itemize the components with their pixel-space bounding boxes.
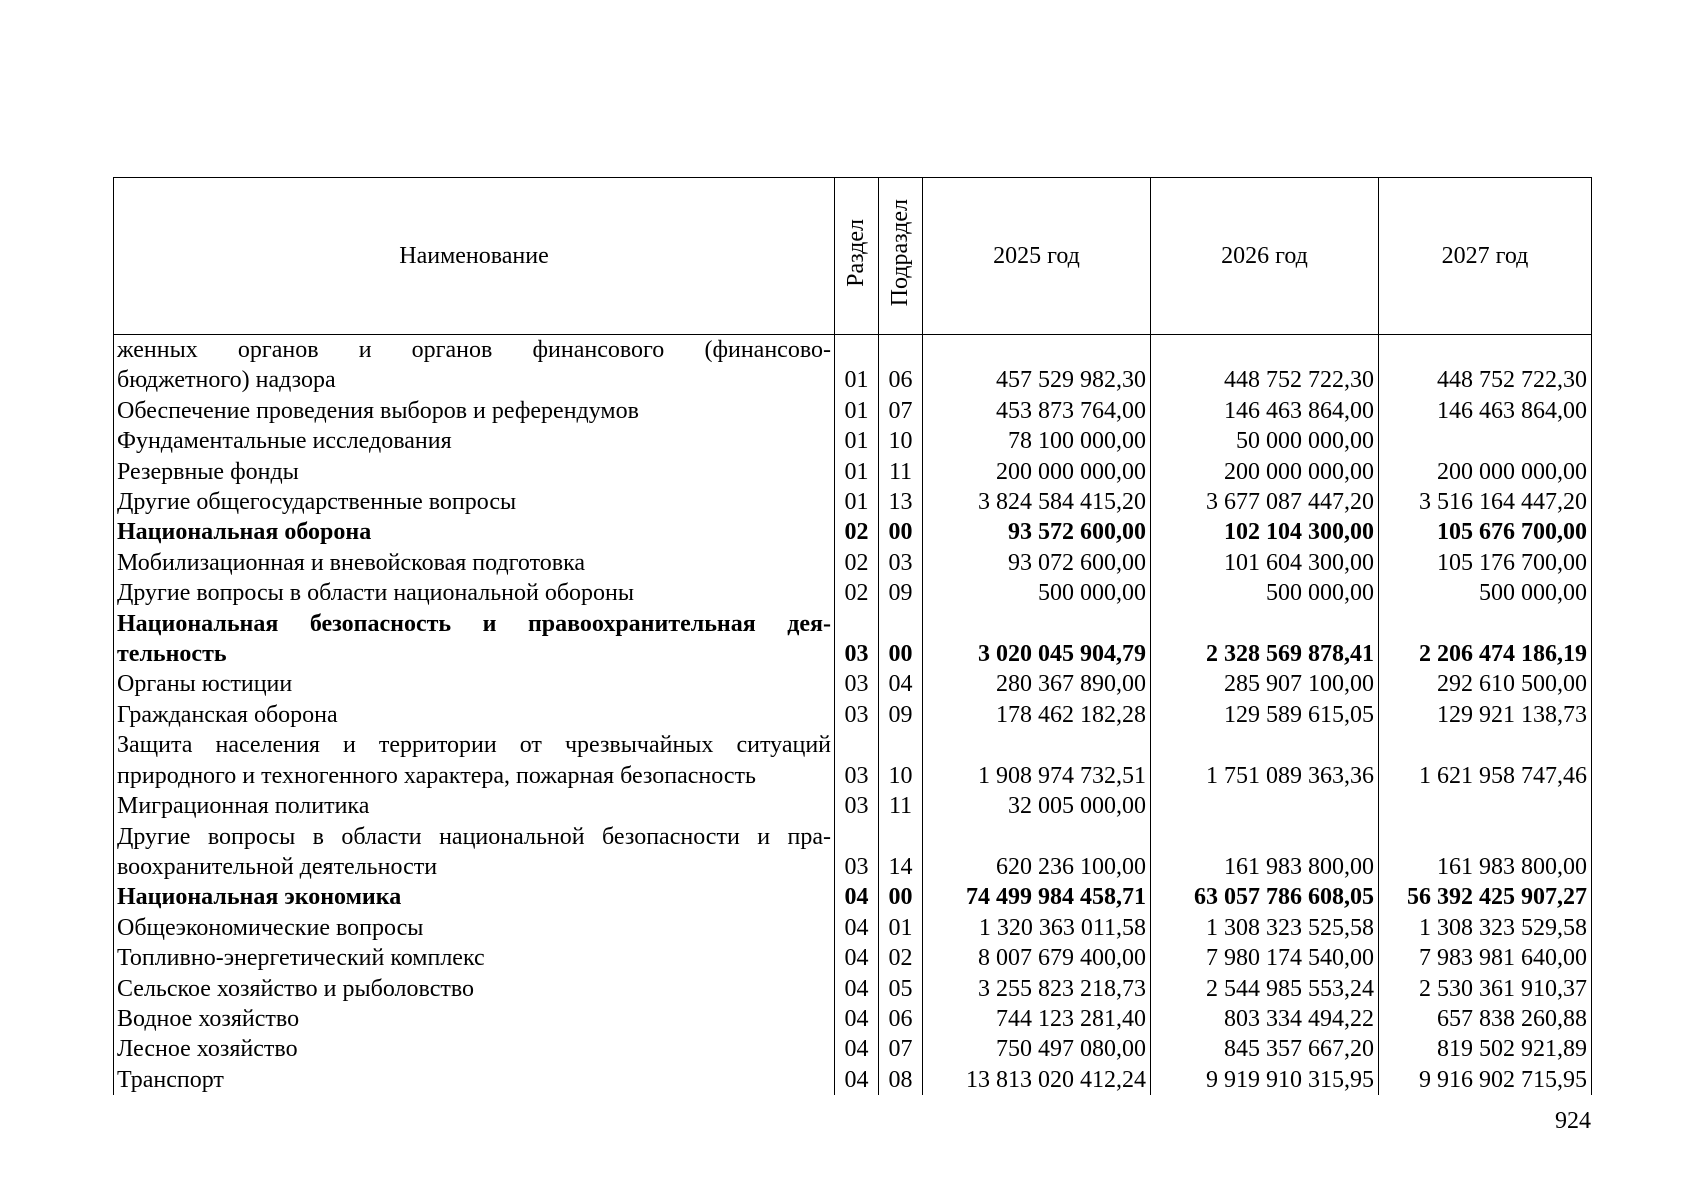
row-value-2026: 2 328 569 878,41 (1151, 609, 1379, 670)
row-value-2025: 78 100 000,00 (923, 426, 1151, 456)
row-name-line: Обеспечение проведения выборов и референдумов (117, 397, 639, 424)
row-podrazdel: 02 (879, 943, 923, 973)
row-value-2026: 2 544 985 553,24 (1151, 974, 1379, 1004)
row-name-line: Другие вопросы в области национальной безопасности и пра- (117, 823, 831, 850)
table-row (114, 487, 1592, 517)
row-value-2026: 200 000 000,00 (1151, 457, 1379, 487)
table-row (114, 669, 1592, 699)
row-podrazdel: 00 (879, 517, 923, 547)
row-razdel: 03 (835, 791, 879, 821)
table-row (114, 913, 1592, 943)
section-row (114, 882, 1592, 912)
table-row (114, 335, 1592, 396)
row-value-2026: 101 604 300,00 (1151, 548, 1379, 578)
row-razdel: 03 (835, 669, 879, 699)
row-name-line: Мобилизационная и вневойсковая подготовка (117, 549, 586, 576)
row-value-2027: 1 308 323 529,58 (1379, 913, 1592, 943)
row-value-2025: 620 236 100,00 (923, 822, 1151, 883)
row-value-2026: 7 980 174 540,00 (1151, 943, 1379, 973)
row-name (114, 913, 835, 943)
row-name (114, 548, 835, 578)
row-name-line: Другие вопросы в области национальной обороны (117, 580, 635, 607)
row-value-2025: 3 020 045 904,79 (923, 609, 1151, 670)
row-razdel: 03 (835, 609, 879, 670)
row-razdel: 01 (835, 487, 879, 517)
row-value-2025: 744 123 281,40 (923, 1004, 1151, 1034)
row-name (114, 335, 835, 396)
row-podrazdel: 11 (879, 457, 923, 487)
row-name (114, 1004, 835, 1034)
row-podrazdel: 06 (879, 335, 923, 396)
row-razdel: 01 (835, 426, 879, 456)
row-podrazdel: 00 (879, 609, 923, 670)
row-podrazdel: 11 (879, 791, 923, 821)
row-value-2027: 105 176 700,00 (1379, 548, 1592, 578)
row-value-2026: 9 919 910 315,95 (1151, 1065, 1379, 1095)
row-value-2025: 178 462 182,28 (923, 700, 1151, 730)
row-razdel: 03 (835, 700, 879, 730)
row-name (114, 791, 835, 821)
row-name (114, 1065, 835, 1095)
row-name-line: Национальная экономика (117, 884, 402, 911)
row-name (114, 396, 835, 426)
row-name-line: Резервные фонды (117, 458, 299, 485)
row-value-2027 (1379, 426, 1592, 456)
row-value-2025: 13 813 020 412,24 (923, 1065, 1151, 1095)
row-name-line: Гражданская оборона (117, 701, 338, 728)
row-name (114, 822, 835, 883)
row-value-2027: 7 983 981 640,00 (1379, 943, 1592, 973)
row-value-2026: 161 983 800,00 (1151, 822, 1379, 883)
row-value-2027: 9 916 902 715,95 (1379, 1065, 1592, 1095)
section-row (114, 609, 1592, 670)
row-name-line: Водное хозяйство (117, 1005, 300, 1032)
row-podrazdel: 13 (879, 487, 923, 517)
row-name-line: женных органов и органов финансового (финансово- (117, 337, 831, 363)
row-name (114, 487, 835, 517)
row-value-2025: 3 824 584 415,20 (923, 487, 1151, 517)
table-body (114, 335, 1592, 1096)
row-name-line: Национальная оборона (117, 519, 372, 546)
header-podrazdel: Подраздел (879, 178, 923, 335)
row-razdel: 04 (835, 1004, 879, 1034)
table-row (114, 791, 1592, 821)
row-podrazdel: 06 (879, 1004, 923, 1034)
row-podrazdel: 10 (879, 730, 923, 791)
row-podrazdel: 07 (879, 1034, 923, 1064)
row-razdel: 03 (835, 730, 879, 791)
row-podrazdel: 05 (879, 974, 923, 1004)
row-value-2027: 819 502 921,89 (1379, 1034, 1592, 1064)
row-value-2025: 453 873 764,00 (923, 396, 1151, 426)
row-value-2025: 280 367 890,00 (923, 669, 1151, 699)
row-value-2026: 500 000,00 (1151, 578, 1379, 608)
table-row (114, 730, 1592, 791)
row-value-2025: 1 320 363 011,58 (923, 913, 1151, 943)
row-value-2027: 500 000,00 (1379, 578, 1592, 608)
row-name (114, 517, 835, 547)
row-razdel: 02 (835, 578, 879, 608)
row-name-line: Общеэкономические вопросы (117, 914, 424, 941)
row-name-line: бюджетного) надзора (117, 367, 336, 394)
row-name (114, 578, 835, 608)
row-razdel: 02 (835, 548, 879, 578)
row-value-2025: 8 007 679 400,00 (923, 943, 1151, 973)
row-podrazdel: 00 (879, 882, 923, 912)
row-value-2026: 146 463 864,00 (1151, 396, 1379, 426)
row-razdel: 04 (835, 882, 879, 912)
row-name-line: тельность (117, 641, 227, 668)
row-value-2027: 292 610 500,00 (1379, 669, 1592, 699)
row-name-line: Лесное хозяйство (117, 1036, 298, 1063)
table-row (114, 822, 1592, 883)
header-name: Наименование (114, 178, 835, 335)
row-name (114, 457, 835, 487)
row-name (114, 426, 835, 456)
table-row (114, 943, 1592, 973)
row-razdel: 04 (835, 1034, 879, 1064)
row-value-2025: 500 000,00 (923, 578, 1151, 608)
row-razdel: 04 (835, 974, 879, 1004)
row-name-line: Национальная безопасность и правоохранительная дея- (117, 610, 831, 637)
row-value-2027: 2 206 474 186,19 (1379, 609, 1592, 670)
row-value-2025: 93 072 600,00 (923, 548, 1151, 578)
row-value-2027: 146 463 864,00 (1379, 396, 1592, 426)
row-name (114, 974, 835, 1004)
row-podrazdel: 07 (879, 396, 923, 426)
row-value-2026: 102 104 300,00 (1151, 517, 1379, 547)
row-razdel: 01 (835, 335, 879, 396)
row-value-2025: 74 499 984 458,71 (923, 882, 1151, 912)
table-row (114, 974, 1592, 1004)
row-value-2027: 129 921 138,73 (1379, 700, 1592, 730)
row-razdel: 02 (835, 517, 879, 547)
table-row (114, 457, 1592, 487)
row-value-2027: 200 000 000,00 (1379, 457, 1592, 487)
row-name (114, 730, 835, 791)
row-podrazdel: 14 (879, 822, 923, 883)
row-name (114, 943, 835, 973)
header-2026: 2026 год (1151, 178, 1379, 335)
row-name-line: Топливно-энергетический комплекс (117, 945, 485, 972)
header-2025: 2025 год (923, 178, 1151, 335)
row-value-2026: 285 907 100,00 (1151, 669, 1379, 699)
row-value-2027: 1 621 958 747,46 (1379, 730, 1592, 791)
table-row (114, 1004, 1592, 1034)
row-podrazdel: 04 (879, 669, 923, 699)
row-razdel: 01 (835, 457, 879, 487)
table-row (114, 548, 1592, 578)
row-razdel: 01 (835, 396, 879, 426)
row-name (114, 669, 835, 699)
row-name-line: Сельское хозяйство и рыболовство (117, 975, 475, 1002)
row-razdel: 03 (835, 822, 879, 883)
row-name (114, 1034, 835, 1064)
row-value-2026: 3 677 087 447,20 (1151, 487, 1379, 517)
row-value-2026: 129 589 615,05 (1151, 700, 1379, 730)
row-value-2025: 32 005 000,00 (923, 791, 1151, 821)
table-row (114, 578, 1592, 608)
row-name (114, 609, 835, 670)
row-value-2026: 1 751 089 363,36 (1151, 730, 1379, 791)
header-2027: 2027 год (1379, 178, 1592, 335)
row-value-2026: 448 752 722,30 (1151, 335, 1379, 396)
row-value-2025: 200 000 000,00 (923, 457, 1151, 487)
row-name-line: Защита населения и территории от чрезвычайных ситуаций (117, 732, 831, 759)
row-value-2027: 3 516 164 447,20 (1379, 487, 1592, 517)
row-name (114, 882, 835, 912)
budget-table (113, 177, 1592, 1095)
row-value-2025: 750 497 080,00 (923, 1034, 1151, 1064)
table-row (114, 426, 1592, 456)
row-name (114, 700, 835, 730)
row-name-line: природного и техногенного характера, пожарная безопасность (117, 762, 756, 789)
table-header (114, 178, 1592, 335)
row-value-2026: 1 308 323 525,58 (1151, 913, 1379, 943)
row-value-2027: 161 983 800,00 (1379, 822, 1592, 883)
row-razdel: 04 (835, 1065, 879, 1095)
section-row (114, 517, 1592, 547)
row-value-2025: 3 255 823 218,73 (923, 974, 1151, 1004)
table-row (114, 1034, 1592, 1064)
row-value-2027 (1379, 791, 1592, 821)
row-razdel: 04 (835, 913, 879, 943)
row-value-2025: 457 529 982,30 (923, 335, 1151, 396)
row-value-2027: 2 530 361 910,37 (1379, 974, 1592, 1004)
row-value-2025: 1 908 974 732,51 (923, 730, 1151, 791)
row-podrazdel: 09 (879, 578, 923, 608)
row-name-line: Транспорт (117, 1066, 224, 1093)
row-podrazdel: 09 (879, 700, 923, 730)
row-name-line: Другие общегосударственные вопросы (117, 489, 517, 516)
table-row (114, 700, 1592, 730)
row-value-2025: 93 572 600,00 (923, 517, 1151, 547)
row-name-line: воохранительной деятельности (117, 853, 438, 880)
row-name-line: Органы юстиции (117, 671, 293, 698)
row-value-2026 (1151, 791, 1379, 821)
row-podrazdel: 01 (879, 913, 923, 943)
row-name-line: Миграционная политика (117, 793, 370, 820)
page-number: 924 (1555, 1108, 1591, 1134)
row-value-2027: 657 838 260,88 (1379, 1004, 1592, 1034)
table-row (114, 1065, 1592, 1095)
table-row (114, 396, 1592, 426)
row-value-2027: 105 676 700,00 (1379, 517, 1592, 547)
row-podrazdel: 10 (879, 426, 923, 456)
row-value-2026: 50 000 000,00 (1151, 426, 1379, 456)
row-name-line: Фундаментальные исследования (117, 428, 452, 455)
row-value-2026: 63 057 786 608,05 (1151, 882, 1379, 912)
row-razdel: 04 (835, 943, 879, 973)
row-podrazdel: 03 (879, 548, 923, 578)
header-razdel: Раздел (835, 178, 879, 335)
row-value-2027: 56 392 425 907,27 (1379, 882, 1592, 912)
row-value-2027: 448 752 722,30 (1379, 335, 1592, 396)
row-value-2026: 845 357 667,20 (1151, 1034, 1379, 1064)
row-podrazdel: 08 (879, 1065, 923, 1095)
row-value-2026: 803 334 494,22 (1151, 1004, 1379, 1034)
